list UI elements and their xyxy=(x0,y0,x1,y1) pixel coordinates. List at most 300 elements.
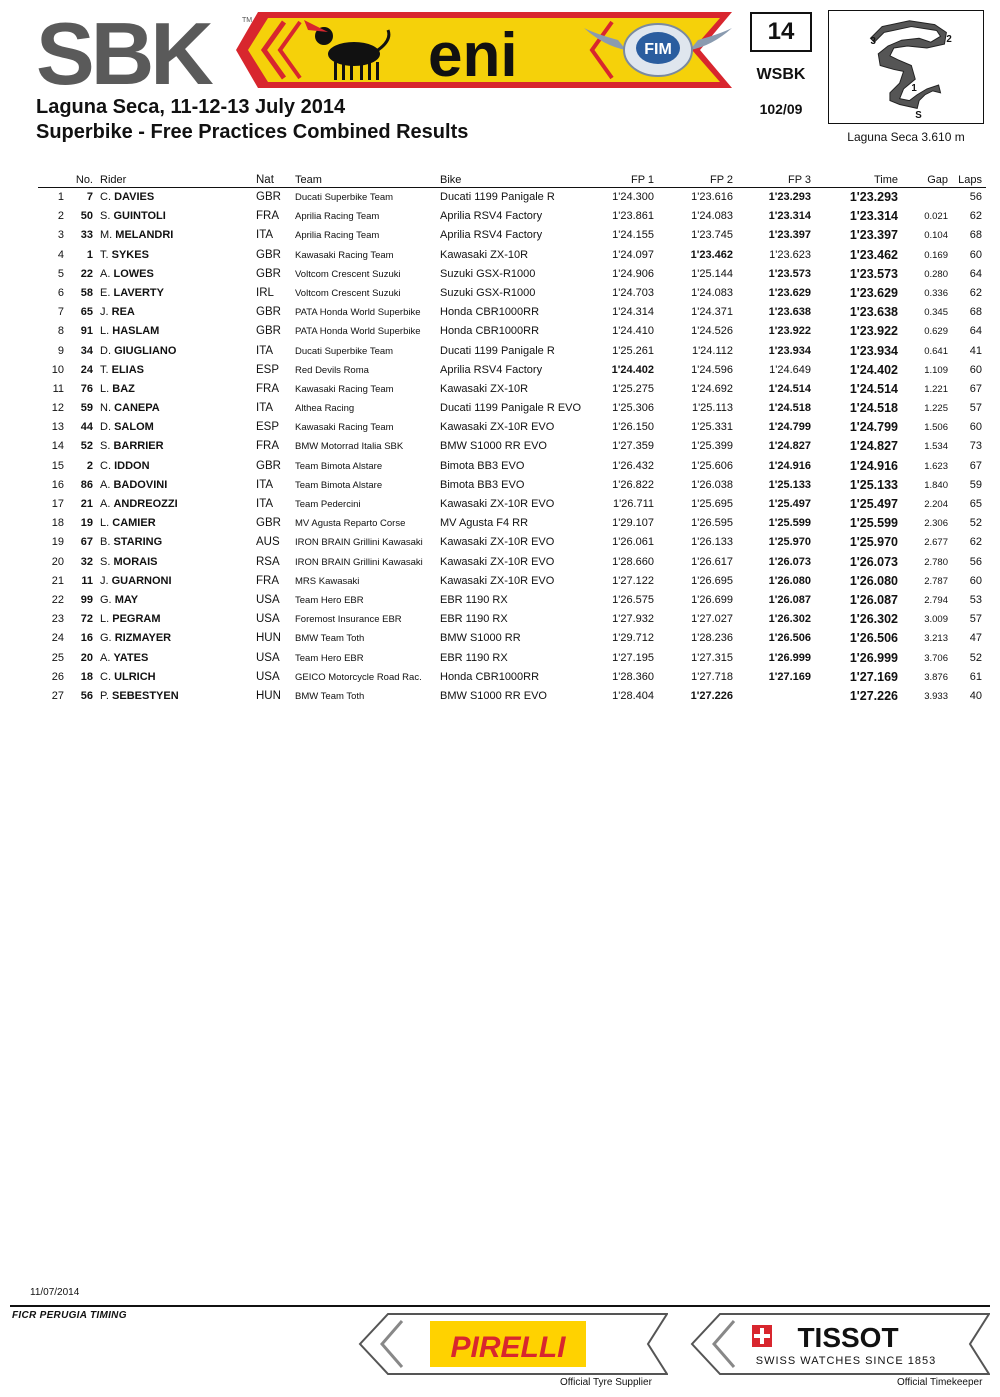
timing-provider: FICR PERUGIA TIMING xyxy=(12,1310,127,1321)
best-time: 1'23.638 xyxy=(849,305,898,320)
rider-name xyxy=(100,460,150,472)
fp1-time: 1'24.097 xyxy=(612,248,654,261)
best-time: 1'26.506 xyxy=(849,631,898,646)
rider-name xyxy=(100,652,148,664)
gap-value: 0.104 xyxy=(924,230,948,242)
rider-surname: SALOM xyxy=(114,421,154,434)
rider-surname: LOWES xyxy=(113,267,154,280)
team-name: Kawasaki Racing Team xyxy=(295,249,394,261)
pos-cell: 14 xyxy=(51,440,64,453)
rider-initial: C. xyxy=(100,670,111,683)
table-header xyxy=(38,170,986,188)
fp2-time: 1'26.133 xyxy=(691,536,733,549)
fp1-time: 1'24.314 xyxy=(612,306,654,319)
best-time: 1'27.226 xyxy=(849,688,898,703)
rider-name xyxy=(100,249,149,261)
team-name: Ducati Superbike Team xyxy=(295,345,394,357)
pos-cell: 17 xyxy=(51,498,64,510)
bike-name: Bimota BB3 EVO xyxy=(440,459,525,472)
fp1-time: 1'26.061 xyxy=(612,536,654,549)
fp2-time: 1'26.038 xyxy=(691,478,733,491)
rider-number: 67 xyxy=(80,536,93,549)
rider-initial: S. xyxy=(100,210,111,223)
fp1-time: 1'27.122 xyxy=(612,574,654,587)
nationality: ITA xyxy=(256,402,274,415)
pos-cell: 16 xyxy=(51,478,64,491)
gap-value: 2.677 xyxy=(924,537,948,549)
rider-surname: PEGRAM xyxy=(112,613,161,626)
svg-text:1: 1 xyxy=(911,82,917,94)
team-name: Kawasaki Racing Team xyxy=(295,383,394,395)
rider-number: 59 xyxy=(80,402,93,415)
svg-text:2: 2 xyxy=(946,34,952,46)
team-name: Team Pedercini xyxy=(295,499,361,510)
nationality: USA xyxy=(256,593,280,606)
rider-number: 86 xyxy=(80,478,93,491)
laps-count: 60 xyxy=(969,421,982,434)
laps-count: 73 xyxy=(969,440,982,453)
nationality: USA xyxy=(256,651,280,664)
pos-cell: 21 xyxy=(51,574,64,587)
pos-cell: 23 xyxy=(51,613,64,626)
rider-initial: L. xyxy=(100,382,110,395)
best-time: 1'26.302 xyxy=(849,612,898,627)
gap-value: 3.213 xyxy=(924,633,948,645)
best-time: 1'23.462 xyxy=(849,247,898,262)
pos-cell: 25 xyxy=(51,651,64,664)
nationality: FRA xyxy=(256,382,279,395)
team-name: Voltcom Crescent Suzuki xyxy=(295,287,401,299)
table-row xyxy=(38,246,986,265)
gap-value: 1.506 xyxy=(924,422,948,434)
rider-surname: BAZ xyxy=(112,382,135,395)
rider-number: 76 xyxy=(80,382,93,395)
gap-value: 1.840 xyxy=(924,479,948,491)
track-map xyxy=(828,10,984,124)
rider-number: 99 xyxy=(80,593,93,606)
col-rider: Rider xyxy=(100,174,127,186)
rider-name xyxy=(100,479,167,491)
pos-cell: 24 xyxy=(51,632,64,645)
table-row xyxy=(38,265,986,284)
rider-surname: SEBESTYEN xyxy=(112,689,179,702)
team-name: IRON BRAIN Grillini Kawasaki xyxy=(295,556,423,568)
tissot-banner-icon xyxy=(690,1313,990,1375)
team-name: PATA Honda World Superbike xyxy=(295,307,421,319)
gap-value: 0.345 xyxy=(924,307,948,319)
bike-name: Bimota BB3 EVO xyxy=(440,478,525,491)
nationality: FRA xyxy=(256,574,279,587)
table-row xyxy=(38,322,986,341)
rider-name xyxy=(100,306,135,318)
best-time: 1'23.922 xyxy=(849,324,898,339)
fp1-time: 1'26.822 xyxy=(612,478,654,491)
pos-cell: 8 xyxy=(57,325,64,338)
gap-value: 1.534 xyxy=(924,441,948,453)
gap-value: 2.306 xyxy=(924,518,948,530)
fp2-time: 1'24.371 xyxy=(691,306,733,319)
event-title: Laguna Seca, 11-12-13 July 2014 xyxy=(36,96,346,118)
best-time: 1'23.293 xyxy=(849,190,898,204)
fp3-time: 1'23.314 xyxy=(768,210,811,223)
fp2-time: 1'25.113 xyxy=(691,402,733,415)
fp2-time: 1'26.699 xyxy=(691,593,733,606)
rider-number: 20 xyxy=(80,651,93,664)
laps-count: 56 xyxy=(969,191,982,203)
best-time: 1'25.133 xyxy=(849,477,898,492)
rider-initial: C. xyxy=(100,459,111,472)
fp3-time: 1'24.827 xyxy=(768,440,811,453)
rider-number: 16 xyxy=(80,632,93,645)
gap-value: 0.641 xyxy=(924,345,948,357)
rider-initial: T. xyxy=(100,363,109,376)
best-time: 1'26.080 xyxy=(849,573,898,588)
table-row xyxy=(38,629,986,648)
rider-number: 7 xyxy=(86,191,93,203)
fp3-time: 1'23.638 xyxy=(768,306,811,319)
bike-name: EBR 1190 RX xyxy=(440,613,508,626)
table-row xyxy=(38,649,986,668)
team-name: MV Agusta Reparto Corse xyxy=(295,518,406,530)
team-name: Kawasaki Racing Team xyxy=(295,422,394,434)
rider-initial: L. xyxy=(100,325,110,338)
rider-name xyxy=(100,287,164,299)
fp3-time: 1'25.599 xyxy=(768,517,811,530)
rider-number: 56 xyxy=(80,689,93,702)
fp1-time: 1'29.107 xyxy=(612,517,654,530)
bike-name: Honda CBR1000RR xyxy=(440,325,540,338)
bike-name: Honda CBR1000RR xyxy=(440,670,540,683)
fp2-time: 1'25.606 xyxy=(691,459,733,472)
laps-count: 65 xyxy=(969,498,982,510)
rider-name xyxy=(100,632,171,644)
fp3-time: 1'24.518 xyxy=(768,402,811,415)
pos-cell: 20 xyxy=(51,555,64,568)
col-fp3: FP 3 xyxy=(787,174,811,186)
table-row xyxy=(38,418,986,437)
laps-count: 60 xyxy=(969,363,982,376)
table-row xyxy=(38,572,986,591)
bike-name: MV Agusta F4 RR xyxy=(440,517,529,530)
fp2-time: 1'27.315 xyxy=(691,651,733,664)
col-no: No. xyxy=(75,174,93,186)
rider-name xyxy=(100,498,178,510)
header-banner xyxy=(36,10,732,90)
bike-name: Kawasaki ZX-10R EVO xyxy=(440,536,555,549)
best-time: 1'26.073 xyxy=(849,554,898,569)
fp3-time: 1'26.506 xyxy=(768,632,811,645)
team-name: Voltcom Crescent Suzuki xyxy=(295,268,401,280)
col-fp1: FP 1 xyxy=(630,174,654,186)
best-time: 1'27.169 xyxy=(849,669,898,684)
laps-count: 57 xyxy=(969,402,982,415)
rider-surname: REA xyxy=(111,306,135,319)
team-name: Team Bimota Alstare xyxy=(295,479,383,491)
fp3-time: 1'26.080 xyxy=(768,574,811,587)
gap-value: 3.933 xyxy=(924,690,948,702)
team-name: BMW Team Toth xyxy=(295,690,365,702)
team-name: MRS Kawasaki xyxy=(295,575,360,587)
fp2-time: 1'26.695 xyxy=(691,574,733,587)
rider-number: 58 xyxy=(80,286,93,299)
fp1-time: 1'25.306 xyxy=(612,402,654,415)
rider-name xyxy=(100,210,166,222)
laps-count: 56 xyxy=(969,555,982,568)
pos-cell: 11 xyxy=(52,382,64,395)
best-time: 1'23.314 xyxy=(849,209,898,224)
rider-number: 11 xyxy=(81,574,93,587)
nationality: USA xyxy=(256,613,280,626)
rider-name xyxy=(100,613,161,625)
rider-initial: S. xyxy=(100,555,111,568)
nationality: USA xyxy=(256,670,280,683)
rider-number: 52 xyxy=(80,440,93,453)
rider-name xyxy=(100,345,176,357)
nationality: HUN xyxy=(256,689,281,702)
table-row xyxy=(38,226,986,245)
rider-surname: MAY xyxy=(114,593,139,606)
fp2-time: 1'24.083 xyxy=(691,286,733,299)
rider-initial: B. xyxy=(100,536,111,549)
rider-number: 19 xyxy=(80,517,93,530)
track-layout-icon xyxy=(829,11,982,122)
nationality: FRA xyxy=(256,440,279,453)
fp3-time: 1'25.497 xyxy=(768,498,811,510)
document-number: 102/09 xyxy=(759,101,803,117)
rider-surname: GUINTOLI xyxy=(113,210,166,223)
best-time: 1'23.397 xyxy=(849,228,898,243)
laps-count: 62 xyxy=(969,210,982,223)
bike-name: BMW S1000 RR xyxy=(440,632,521,645)
nationality: GBR xyxy=(256,191,281,203)
laps-count: 47 xyxy=(969,632,982,645)
fp2-time: 1'24.526 xyxy=(691,325,733,338)
laps-count: 68 xyxy=(969,229,982,242)
table-row xyxy=(38,687,986,706)
gap-value: 0.629 xyxy=(924,326,948,338)
nationality: HUN xyxy=(256,632,281,645)
laps-count: 57 xyxy=(969,613,982,626)
nationality: RSA xyxy=(256,555,280,568)
team-name: Ducati Superbike Team xyxy=(295,192,394,203)
rider-initial: E. xyxy=(100,286,111,299)
table-row xyxy=(38,399,986,418)
pirelli-banner-icon xyxy=(358,1313,668,1375)
fp3-time: 1'26.073 xyxy=(768,555,811,568)
fp1-time: 1'24.703 xyxy=(612,286,654,299)
rider-surname: GIUGLIANO xyxy=(114,344,177,357)
pos-cell: 19 xyxy=(51,536,64,549)
fp1-time: 1'27.195 xyxy=(612,651,654,664)
bike-name: Ducati 1199 Panigale R EVO xyxy=(440,402,582,415)
bike-name: Suzuki GSX-R1000 xyxy=(440,286,536,299)
team-name: PATA Honda World Superbike xyxy=(295,326,421,338)
pos-cell: 4 xyxy=(57,248,64,261)
team-name: BMW Motorrad Italia SBK xyxy=(295,441,404,453)
bike-name: Kawasaki ZX-10R xyxy=(440,248,529,261)
rider-name xyxy=(100,517,156,529)
fp1-time: 1'24.155 xyxy=(612,229,654,242)
rider-number: 72 xyxy=(80,613,93,626)
rider-surname: CANEPA xyxy=(114,402,160,415)
sbk-logo-text: SBK xyxy=(36,10,210,90)
fp3-time: 1'26.999 xyxy=(768,651,811,664)
rider-surname: MORAIS xyxy=(113,555,158,568)
nationality: AUS xyxy=(256,536,280,549)
fp1-time: 1'24.300 xyxy=(612,191,654,203)
nationality: GBR xyxy=(256,306,281,319)
col-gap: Gap xyxy=(927,174,948,186)
table-row xyxy=(38,591,986,610)
pos-cell: 18 xyxy=(51,517,64,530)
gap-value: 0.169 xyxy=(924,249,948,261)
gap-value: 1.221 xyxy=(924,383,948,395)
pirelli-caption: Official Tyre Supplier xyxy=(560,1377,652,1388)
fp1-time: 1'27.359 xyxy=(612,440,654,453)
nationality: ITA xyxy=(256,344,274,357)
best-time: 1'24.799 xyxy=(849,420,898,435)
team-name: Red Devils Roma xyxy=(295,364,369,376)
pos-cell: 12 xyxy=(51,402,64,415)
rider-initial: G. xyxy=(100,632,112,645)
laps-count: 62 xyxy=(969,536,982,549)
gap-value: 3.876 xyxy=(924,671,948,683)
team-name: IRON BRAIN Grillini Kawasaki xyxy=(295,537,423,549)
pos-cell: 9 xyxy=(57,344,64,357)
pos-cell: 13 xyxy=(51,421,64,434)
bike-name: Kawasaki ZX-10R EVO xyxy=(440,555,555,568)
table-body xyxy=(38,188,986,706)
rider-initial: N. xyxy=(100,402,111,415)
fp2-time: 1'25.331 xyxy=(691,421,733,434)
laps-count: 62 xyxy=(969,286,982,299)
laps-count: 40 xyxy=(969,689,982,702)
rider-name xyxy=(100,325,159,337)
svg-text:3: 3 xyxy=(870,36,876,48)
bike-name: Aprilia RSV4 Factory xyxy=(440,363,543,376)
fp3-time: 1'24.514 xyxy=(768,382,811,395)
rider-name xyxy=(100,671,156,683)
rider-surname: BADOVINI xyxy=(113,478,168,491)
table-row xyxy=(38,514,986,533)
rider-number: 2 xyxy=(86,459,93,472)
gap-value: 2.787 xyxy=(924,575,948,587)
table-row xyxy=(38,533,986,552)
pos-cell: 3 xyxy=(57,229,64,242)
gap-value: 0.336 xyxy=(924,287,948,299)
tissot-cross-icon xyxy=(752,1325,772,1347)
rider-initial: A. xyxy=(100,498,111,510)
pos-cell: 7 xyxy=(57,306,64,319)
bike-name: Aprilia RSV4 Factory xyxy=(440,229,543,242)
best-time: 1'26.999 xyxy=(849,650,898,665)
svg-text:SWISS WATCHES SINCE 1853: SWISS WATCHES SINCE 1853 xyxy=(755,1355,937,1367)
laps-count: 60 xyxy=(969,574,982,587)
results-table xyxy=(38,170,986,706)
rider-initial: T. xyxy=(100,248,109,261)
best-time: 1'23.629 xyxy=(849,285,898,300)
rider-initial: M. xyxy=(100,229,113,242)
gap-value: 1.225 xyxy=(924,403,948,415)
rider-initial: L. xyxy=(100,613,110,626)
fp2-time: 1'27.718 xyxy=(691,670,733,683)
fp1-time: 1'29.712 xyxy=(612,632,654,645)
rider-number: 50 xyxy=(80,210,93,223)
fp2-time: 1'25.695 xyxy=(691,498,733,510)
bike-name: BMW S1000 RR EVO xyxy=(440,440,547,453)
laps-count: 64 xyxy=(969,267,982,280)
fp1-time: 1'28.360 xyxy=(612,670,654,683)
bike-name: Kawasaki ZX-10R EVO xyxy=(440,421,555,434)
rider-name xyxy=(100,421,154,433)
nationality: GBR xyxy=(256,459,281,472)
pos-cell: 10 xyxy=(51,363,64,376)
rider-surname: DAVIES xyxy=(114,191,155,203)
laps-count: 59 xyxy=(969,478,982,491)
fp3-time: 1'24.799 xyxy=(768,421,811,434)
fp1-time: 1'24.906 xyxy=(612,267,654,280)
rider-initial: A. xyxy=(100,478,111,491)
pos-cell: 27 xyxy=(51,689,64,702)
nationality: ITA xyxy=(256,498,274,510)
rider-name xyxy=(100,690,179,702)
rider-surname: ELIAS xyxy=(111,363,145,376)
team-name: Aprilia Racing Team xyxy=(295,230,380,242)
fp3-time: 1'26.087 xyxy=(768,593,811,606)
tissot-caption: Official Timekeeper xyxy=(897,1377,983,1388)
fp2-time: 1'26.595 xyxy=(691,517,733,530)
laps-count: 67 xyxy=(969,382,982,395)
svg-text:FIM: FIM xyxy=(644,41,672,58)
best-time: 1'24.916 xyxy=(849,458,898,473)
laps-count: 52 xyxy=(969,517,982,530)
nationality: IRL xyxy=(256,286,274,299)
fp3-time: 1'23.934 xyxy=(768,344,811,357)
fp3-time: 1'23.573 xyxy=(768,267,811,280)
table-row xyxy=(38,284,986,303)
rider-name xyxy=(100,268,154,280)
fp1-time: 1'23.861 xyxy=(612,210,654,223)
tissot-logo xyxy=(690,1313,990,1375)
rider-number: 22 xyxy=(80,267,93,280)
fp1-time: 1'26.432 xyxy=(612,459,654,472)
bike-name: Kawasaki ZX-10R EVO xyxy=(440,498,555,510)
rider-surname: STARING xyxy=(113,536,163,549)
fp3-time: 1'23.629 xyxy=(768,286,811,299)
bike-name: Aprilia RSV4 Factory xyxy=(440,210,543,223)
bike-name: Honda CBR1000RR xyxy=(440,306,540,319)
fp1-time: 1'28.404 xyxy=(612,689,654,702)
rider-surname: BARRIER xyxy=(113,440,164,453)
pos-cell: 2 xyxy=(57,210,64,223)
table-row xyxy=(38,553,986,572)
rider-surname: ULRICH xyxy=(114,670,156,683)
fp2-time: 1'24.083 xyxy=(691,210,733,223)
rider-name xyxy=(100,402,160,414)
fp3-time: 1'23.293 xyxy=(768,191,811,203)
best-time: 1'25.599 xyxy=(849,516,898,531)
fp3-time: 1'24.916 xyxy=(768,459,811,472)
gap-value: 1.623 xyxy=(924,460,948,472)
gap-value: 0.021 xyxy=(924,211,948,223)
series-label: WSBK xyxy=(756,66,806,83)
bike-name: EBR 1190 RX xyxy=(440,651,508,664)
session-title: Superbike - Free Practices Combined Results xyxy=(36,121,469,143)
nationality: GBR xyxy=(256,517,281,530)
print-date: 11/07/2014 xyxy=(30,1287,80,1298)
rider-initial: D. xyxy=(100,421,111,434)
svg-text:TM: TM xyxy=(242,17,253,24)
